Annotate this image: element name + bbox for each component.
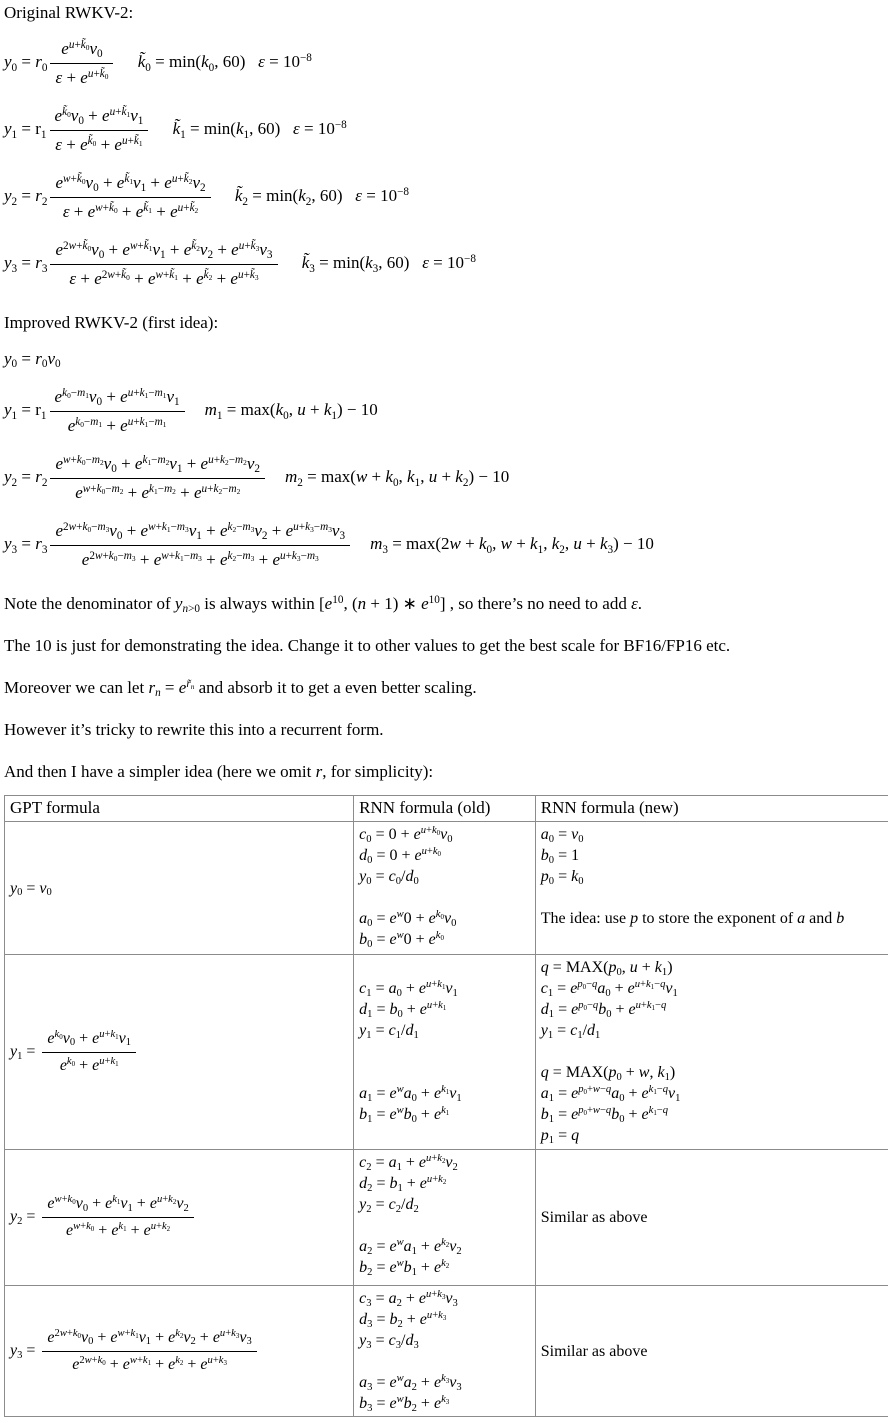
equation bbox=[4, 346, 888, 372]
inline-math: $c_3 = a_2 + e^{u+k_3}v_3$ bbox=[359, 1289, 458, 1309]
formula-line bbox=[541, 845, 886, 866]
formula-line bbox=[541, 1083, 886, 1104]
blank-line bbox=[359, 957, 530, 978]
formula-line: Similar as above bbox=[540, 1209, 648, 1226]
paragraph: Original RWKV-2: bbox=[4, 3, 134, 22]
table-cell-new bbox=[535, 1150, 888, 1286]
inline-math: $y_2 = r_2$ $\frac{e^{w+k_0-m_2}v_0 + e^{k_1-m_2}v_1 + e^{u+k_2-m_2}v_2}{e^{w+k_0-m_2} + e^{k_1-m_2} + e^{u+k_2-m_2}}$ $m_2 = \max(w + k_0$, $k_1$, $u + k_2) - 10$ bbox=[4, 467, 509, 486]
inline-math: $y_2$ = $\frac{e^{w+k_0}v_0 + e^{k_1}v_1 + e^{u+k_2}v_2}{e^{w+k_0} + e^{k_1} + e^{u+k_2}}$ bbox=[10, 1208, 197, 1225]
paragraph: The 10 is just for demonstrating the idea. Change it to other values to get the best scale for BF16/FP16 etc. bbox=[4, 636, 731, 655]
inline-math: $c_1 = e^{p_0-q}a_0 + e^{u+k_1-q}v_1$ bbox=[540, 979, 678, 999]
paragraph: However it’s tricky to rewrite this into a recurrent form. bbox=[4, 720, 384, 739]
fraction: $\frac{e^{2w+k̃_0}v_0 + e^{w+k̃_1}v_1 + e^{k̃_2}v_2 + e^{u+k̃_3}v_3}{\varepsilon + e^{2w+k̃_0} + e^{w+k̃_1} + e^{k̃_2} + e^{u+k̃_3}}$ bbox=[50, 237, 277, 292]
table-cell-gpt bbox=[5, 1286, 354, 1417]
blank-line bbox=[359, 1041, 530, 1062]
formula-line bbox=[541, 957, 886, 978]
fraction: $\frac{e^{u+k̃_0}v_0}{\varepsilon + e^{u+k̃_0}}$ bbox=[50, 36, 113, 91]
table-cell-gpt bbox=[5, 1150, 354, 1286]
inline-math: $y_3 = c_3/d_3$ bbox=[359, 1332, 419, 1351]
fraction: $\frac{e^{w+k_0-m_2}v_0 + e^{k_1-m_2}v_1 + e^{u+k_2-m_2}v_2}{e^{w+k_0-m_2} + e^{k_1-m_2} + e^{u+k_2-m_2}}$ bbox=[50, 451, 265, 506]
formula-line: Similar as above bbox=[540, 1342, 648, 1360]
inline-math: $y_1 = r_1$ $\frac{e^{k̃_0}v_0 + e^{u+k̃_1}v_1}{\varepsilon + e^{k̃_0} + e^{u+k̃_1}}$ $k̃_1 = \min(k_1$, 60) $\varepsilon = 10^{-8}$ bbox=[4, 119, 347, 138]
inline-math: $a_2 = e^wa_1 + e^{k_2}v_2$ bbox=[359, 1237, 462, 1257]
inline-math: $y_0 = r_0$ $\frac{e^{u+k̃_0}v_0}{\varepsilon + e^{u+k̃_0}}$ $k̃_0 = \min(k_0$, 60) $\varepsilon = 10^{-8}$ bbox=[4, 52, 312, 71]
inline-math: $d_3 = b_2 + e^{u+k_3}$ bbox=[359, 1310, 447, 1330]
inline-math: $b_1 = e^wb_0 + e^{k_1}$ bbox=[359, 1105, 450, 1125]
inline-math: $y_0 = v_0$ bbox=[10, 879, 52, 899]
col-header-rnn-formula-new: RNN formula (new) bbox=[535, 796, 888, 822]
inline-math: $q = MAX(p_0$, $u + k_1$) bbox=[540, 959, 673, 978]
table-header-row bbox=[5, 796, 888, 822]
formula-line bbox=[359, 1393, 530, 1414]
equation bbox=[4, 36, 888, 91]
paragraph: Note the denominator of $y_{n>0}$ is always within [$e^{10}$, (n + 1) ∗ $e^{10}$] , so there’s no need to add ε. bbox=[4, 593, 643, 616]
equation bbox=[4, 451, 888, 506]
fraction: $\frac{e^{k_0}v_0 + e^{u+k_1}v_1}{e^{k_0} + e^{u+k_1}}$ bbox=[42, 1027, 136, 1078]
inline-math: $y_0 = r_0v_0$ bbox=[4, 349, 61, 371]
inline-math: $b_2 = e^wb_1 + e^{k_2}$ bbox=[359, 1258, 450, 1278]
formula-line bbox=[10, 1192, 348, 1243]
fraction: $\frac{e^{w+k̃_0}v_0 + e^{k̃_1}v_1 + e^{u+k̃_2}v_2}{\varepsilon + e^{w+k̃_0} + e^{k̃_1} + e^{u+k̃_2}}$ bbox=[50, 170, 210, 225]
formula-line bbox=[359, 1330, 530, 1351]
inline-math: $y_3$ = $\frac{e^{2w+k_0}v_0 + e^{w+k_1}v_1 + e^{k_2}v_2 + e^{u+k_3}v_3}{e^{2w+k_0} + e^{w+k_1} + e^{k_2} + e^{u+k_3}}$ bbox=[10, 1342, 260, 1359]
formula-line bbox=[10, 1326, 348, 1377]
inline-math: $y_3 = r_3$ $\frac{e^{2w+k_0-m_3}v_0 + e^{w+k_1-m_3}v_1 + e^{k_2-m_3}v_2 + e^{u+k_3-m_3}v_3}{e^{2w+k_0-m_3} + e^{w+k_1-m_3} + e^{k_2-m_3} + e^{u+k_3-m_3}}$ $m_3 = \max(2w + k_0$, $w + k_1$, $k_2$, $u + k_3) - 10$ bbox=[4, 534, 654, 553]
formula-line bbox=[541, 1125, 886, 1146]
blank-line bbox=[359, 1351, 530, 1372]
formula-line bbox=[541, 999, 886, 1020]
inline-math: b bbox=[836, 910, 845, 927]
inline-math: $b_1 = e^{p_0+w-q}b_0 + e^{k_1-q}$ bbox=[540, 1105, 669, 1125]
inline-math: $c_1 = a_0 + e^{u+k_1}v_1$ bbox=[359, 979, 458, 999]
formula-line bbox=[541, 824, 886, 845]
table-row bbox=[5, 955, 888, 1150]
table-cell-old bbox=[354, 1150, 536, 1286]
formula-line bbox=[359, 1257, 530, 1278]
formula-line bbox=[359, 1152, 530, 1173]
formula-line bbox=[359, 866, 530, 887]
blank-line bbox=[359, 1215, 530, 1236]
table-cell-gpt bbox=[5, 822, 354, 955]
blank-line bbox=[541, 1041, 886, 1062]
formula-line bbox=[359, 978, 530, 999]
inline-math: $q = MAX(p_0 + w$, $k_1$) bbox=[540, 1064, 676, 1083]
inline-math: $a_3 = e^wa_2 + e^{k_3}v_3$ bbox=[359, 1373, 462, 1393]
inline-math: $y_1 = c_1/d_1$ bbox=[540, 1022, 601, 1041]
table-cell-old bbox=[354, 955, 536, 1150]
inline-math: $y_{n>0}$ bbox=[174, 594, 200, 616]
formula-line bbox=[359, 1236, 530, 1257]
paragraph: Improved RWKV-2 (first idea): bbox=[4, 313, 219, 332]
table-row bbox=[5, 1150, 888, 1286]
table-cell-new bbox=[535, 822, 888, 955]
table-cell-old bbox=[354, 1286, 536, 1417]
inline-math: $b_3 = e^wb_2 + e^{k_3}$ bbox=[359, 1394, 450, 1414]
blank-line bbox=[359, 1062, 530, 1083]
inline-math: $p_0 = k_0$ bbox=[540, 868, 584, 887]
table-cell-gpt bbox=[5, 955, 354, 1150]
inline-math: $b_0 = e^w0 + e^{k_0}$ bbox=[359, 930, 444, 950]
formula-line bbox=[541, 1104, 886, 1125]
formula-line bbox=[10, 878, 348, 899]
inline-math: $c_2 = a_1 + e^{u+k_2}v_2$ bbox=[359, 1153, 458, 1173]
formula-line bbox=[541, 866, 886, 887]
inline-math: $a_0 = v_0$ bbox=[540, 826, 584, 845]
formula-line bbox=[359, 1309, 530, 1330]
inline-math: $d_0 = 0 + e^{u+k_0}$ bbox=[359, 846, 442, 866]
inline-math: $a_1 = e^{p_0+w-q}a_0 + e^{k_1-q}v_1$ bbox=[540, 1084, 681, 1104]
formula-line: The idea: use p to store the exponent of a and b bbox=[540, 910, 845, 927]
inline-math: $c_0 = 0 + e^{u+k_0}v_0$ bbox=[359, 825, 453, 845]
table-cell-new bbox=[535, 955, 888, 1150]
inline-math: $a_1 = e^wa_0 + e^{k_1}v_1$ bbox=[359, 1084, 462, 1104]
table-row bbox=[5, 1286, 888, 1417]
inline-math: p bbox=[630, 910, 639, 927]
formula-line bbox=[359, 1372, 530, 1393]
formula-line bbox=[359, 999, 530, 1020]
formula-line bbox=[359, 1083, 530, 1104]
formula-line bbox=[359, 908, 530, 929]
paragraph: Moreover we can let $r_n = e^{r̃_n}$ and absorb it to get a even better scaling. bbox=[4, 677, 477, 700]
inline-math: $y_1$ = $\frac{e^{k_0}v_0 + e^{u+k_1}v_1}{e^{k_0} + e^{u+k_1}}$ bbox=[10, 1043, 139, 1060]
inline-math: $d_2 = b_1 + e^{u+k_2}$ bbox=[359, 1174, 447, 1194]
fraction: $\frac{e^{2w+k_0}v_0 + e^{w+k_1}v_1 + e^{k_2}v_2 + e^{u+k_3}v_3}{e^{2w+k_0} + e^{w+k_1} + e^{k_2} + e^{u+k_3}}$ bbox=[42, 1326, 256, 1377]
equation bbox=[4, 237, 888, 292]
inline-math: $a_0 = e^w0 + e^{k_0}v_0$ bbox=[359, 909, 457, 929]
formula-line bbox=[359, 1104, 530, 1125]
inline-math: $d_1 = e^{p_0-q}b_0 + e^{u+k_1-q}$ bbox=[540, 1000, 667, 1020]
equation bbox=[4, 103, 888, 158]
col-header-gpt-formula: GPT formula bbox=[5, 796, 354, 822]
table-cell-old bbox=[354, 822, 536, 955]
inline-math: $y_2 = c_2/d_2$ bbox=[359, 1196, 419, 1215]
fraction: $\frac{e^{k̃_0}v_0 + e^{u+k̃_1}v_1}{\varepsilon + e^{k̃_0} + e^{u+k̃_1}}$ bbox=[50, 103, 149, 158]
inline-math: $y_3 = r_3$ $\frac{e^{2w+k̃_0}v_0 + e^{w+k̃_1}v_1 + e^{k̃_2}v_2 + e^{u+k̃_3}v_3}{\varepsilon + e^{2w+k̃_0} + e^{w+k̃_1} + e^{k̃_2} + e^{u+k̃_3}}$ $k̃_3 = \min(k_3$, 60) $\varepsilon = 10^{-8}$ bbox=[4, 253, 476, 272]
inline-math: $y_1 = r_1$ $\frac{e^{k_0-m_1}v_0 + e^{u+k_1-m_1}v_1}{e^{k_0-m_1} + e^{u+k_1-m_1}}$ $m_1 = \max(k_0$, $u + k_1) - 10$ bbox=[4, 400, 378, 419]
inline-math: a bbox=[797, 910, 806, 927]
blank-line bbox=[541, 887, 886, 908]
fraction: $\frac{e^{k_0-m_1}v_0 + e^{u+k_1-m_1}v_1}{e^{k_0-m_1} + e^{u+k_1-m_1}}$ bbox=[50, 384, 185, 439]
fraction: $\frac{e^{2w+k_0-m_3}v_0 + e^{w+k_1-m_3}v_1 + e^{k_2-m_3}v_2 + e^{u+k_3-m_3}v_3}{e^{2w+k_0-m_3} + e^{w+k_1-m_3} + e^{k_2-m_3} + e^{u+k_3-m_3}}$ bbox=[50, 518, 350, 573]
formula-line bbox=[10, 1027, 348, 1078]
inline-math: $r_n = e^{r̃_n}$ bbox=[148, 677, 195, 700]
inline-math: [$e^{10}$, (n + 1) ∗ $e^{10}$] bbox=[319, 593, 446, 613]
equation bbox=[4, 518, 888, 573]
blank-line bbox=[359, 887, 530, 908]
formula-line bbox=[359, 1288, 530, 1309]
paragraph: And then I have a simpler idea (here we omit r, for simplicity): bbox=[4, 762, 434, 781]
equation bbox=[4, 170, 888, 225]
comparison-table bbox=[4, 795, 888, 1417]
formula-line bbox=[359, 824, 530, 845]
document-flow bbox=[4, 2, 888, 783]
inline-math: $y_2 = r_2$ $\frac{e^{w+k̃_0}v_0 + e^{k̃_1}v_1 + e^{u+k̃_2}v_2}{\varepsilon + e^{w+k̃_0} + e^{k̃_1} + e^{u+k̃_2}}$ $k̃_2 = \min(k_2$, 60) $\varepsilon = 10^{-8}$ bbox=[4, 186, 409, 205]
inline-math: ε bbox=[631, 594, 638, 613]
table-row bbox=[5, 822, 888, 955]
inline-math: $d_1 = b_0 + e^{u+k_1}$ bbox=[359, 1000, 447, 1020]
col-header-rnn-formula-old: RNN formula (old) bbox=[354, 796, 536, 822]
inline-math: $b_0 = 1$ bbox=[540, 847, 580, 866]
inline-math: $y_0 = c_0/d_0$ bbox=[359, 868, 419, 887]
equation bbox=[4, 384, 888, 439]
table-cell-new bbox=[535, 1286, 888, 1417]
inline-math: $p_1 = q$ bbox=[540, 1127, 580, 1146]
formula-line bbox=[359, 929, 530, 950]
formula-line bbox=[541, 1020, 886, 1041]
formula-line bbox=[359, 1173, 530, 1194]
formula-line bbox=[541, 1062, 886, 1083]
inline-math: r bbox=[315, 762, 323, 781]
formula-line bbox=[541, 978, 886, 999]
formula-line bbox=[359, 1020, 530, 1041]
inline-math: $y_1 = c_1/d_1$ bbox=[359, 1022, 419, 1041]
fraction: $\frac{e^{w+k_0}v_0 + e^{k_1}v_1 + e^{u+k_2}v_2}{e^{w+k_0} + e^{k_1} + e^{u+k_2}}$ bbox=[42, 1192, 193, 1243]
formula-line bbox=[359, 1194, 530, 1215]
formula-line bbox=[359, 845, 530, 866]
